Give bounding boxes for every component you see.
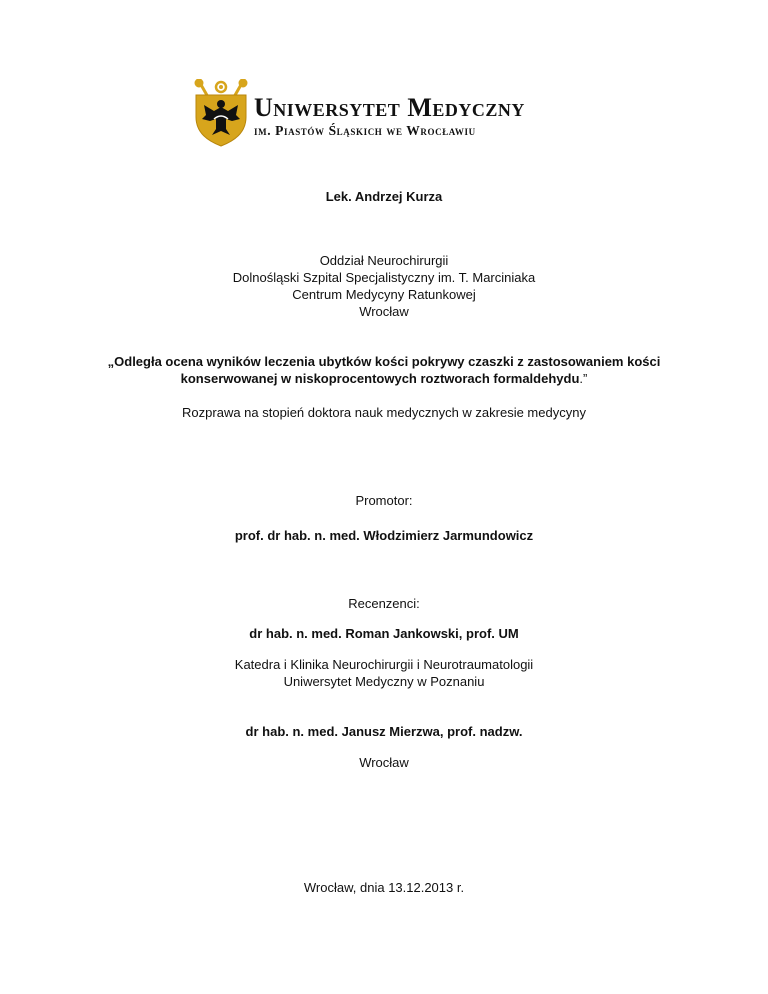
reviewers-label: Recenzenci: [348,596,420,611]
reviewer1-name: dr hab. n. med. Roman Jankowski, prof. UM [249,626,519,641]
promotor-label: Promotor: [355,493,413,508]
thesis-title-line1: „Odległa ocena wyników leczenia ubytków kości pokrywy czaszki z zastosowaniem kości [107,354,661,369]
affiliation-city: Wrocław [359,304,409,319]
university-crest-eagle-icon [192,79,250,147]
affiliation-hospital: Dolnośląski Szpital Specjalistyczny im. T. Marciniaka [232,270,536,285]
affiliation-department: Oddział Neurochirurgii [319,253,449,268]
degree-statement: Rozprawa na stopień doktora nauk medycznych w zakresie medycyny [182,405,586,420]
thesis-title-line2-wrapper [0,370,768,387]
reviewer2-name: dr hab. n. med. Janusz Mierzwa, prof. nadzw. [245,724,523,739]
university-subtitle: im. Piastów Śląskich we Wrocławiu [254,123,476,138]
reviewer2-city: Wrocław [359,755,409,770]
place-and-date: Wrocław, dnia 13.12.2013 r. [303,880,465,895]
author-name: Lek. Andrzej Kurza [325,189,443,204]
reviewer1-department: Katedra i Klinika Neurochirurgii i Neurotraumatologii [234,657,534,672]
promotor-name: prof. dr hab. n. med. Włodzimierz Jarmundowicz [234,528,534,543]
university-logo [192,79,582,149]
thesis-title-line2: konserwowanej w niskoprocentowych roztworach formaldehydu [180,371,580,386]
thesis-title-end: .” [579,371,588,386]
reviewer1-university: Uniwersytet Medyczny w Poznaniu [283,674,485,689]
university-name: Uniwersytet Medyczny [254,93,525,122]
affiliation-center: Centrum Medycyny Ratunkowej [292,287,476,302]
